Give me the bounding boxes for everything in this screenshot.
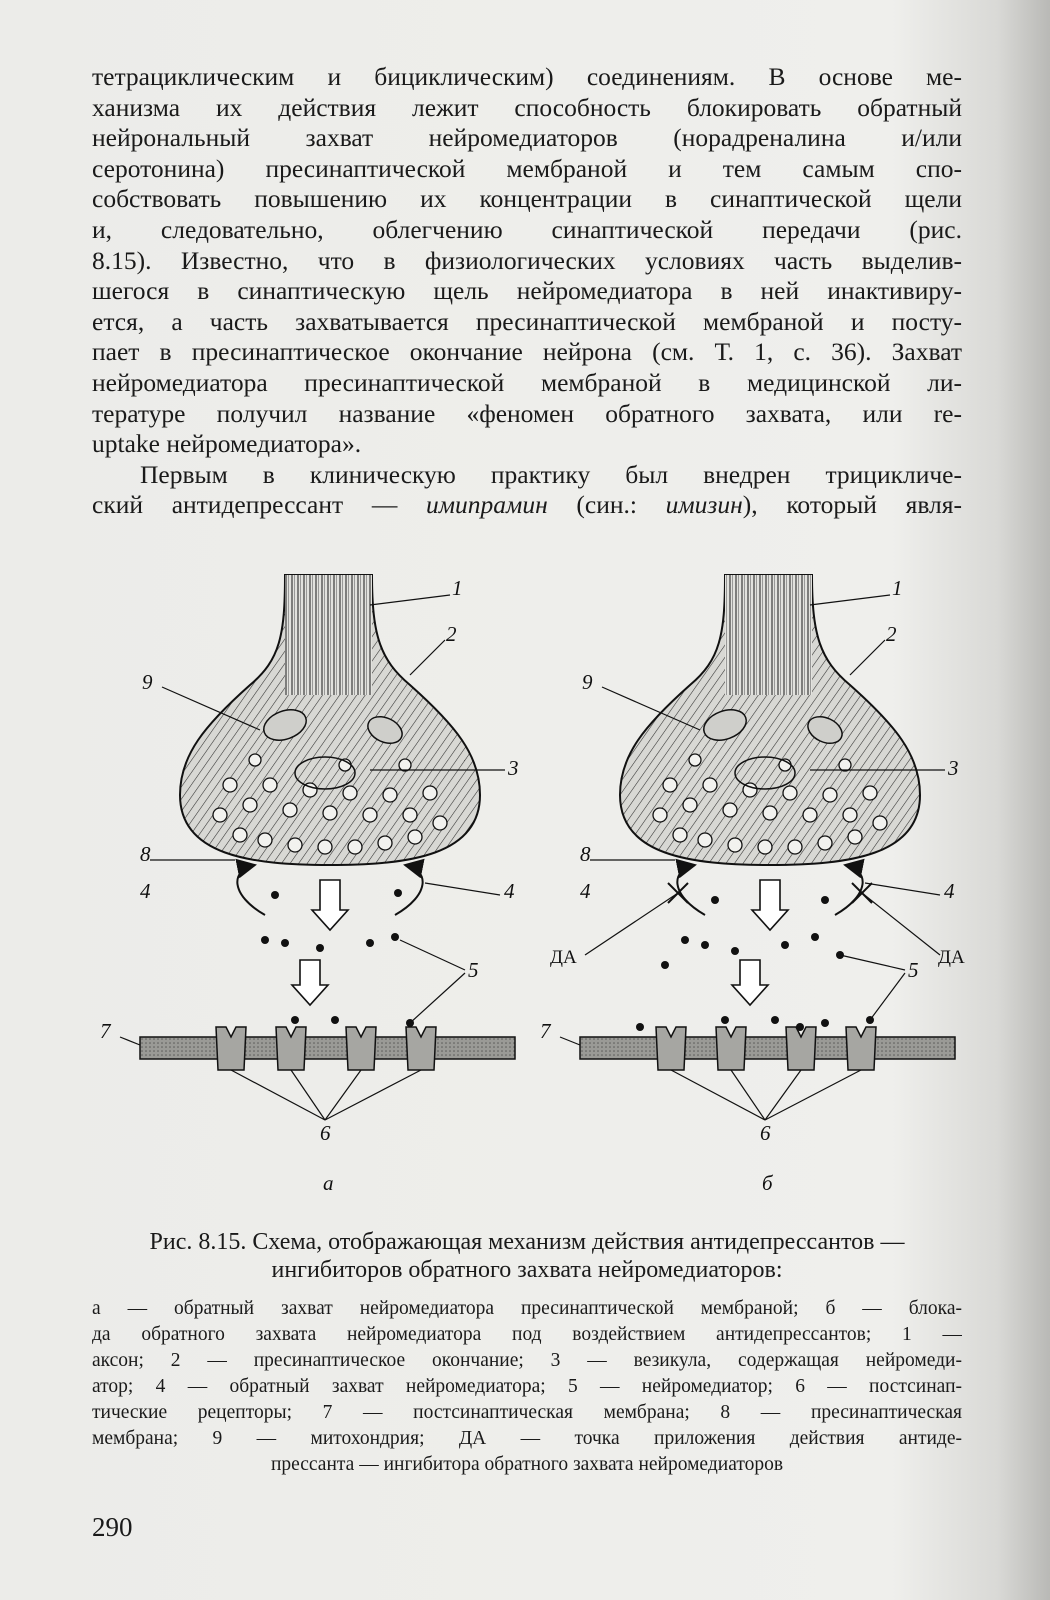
text-line: и, следовательно, облегчению синаптической передачи (рис. [92,214,962,244]
label-da-right: ДА [938,947,965,968]
text-line: тературе получил название «феномен обратного захвата, или re- [92,398,962,428]
label-6: 6 [760,1121,771,1145]
text-run: ), который явля- [742,490,962,520]
legend-line: а — обратный захват нейромедиатора пресинаптической мембраной; б — блока- [92,1298,962,1319]
drug-name-imipramine: имипрамин [426,490,548,520]
label-9: 9 [142,670,153,694]
figure-svg [80,565,980,1205]
label-9: 9 [582,670,593,694]
page-number: 290 [92,1512,133,1542]
paragraph-1 [92,62,962,460]
label-8: 8 [140,842,151,866]
text-line: ханизма их действия лежит способность блокировать обратный [92,92,962,122]
text-line: 8.15). Известно, что в физиологических условиях часть выделив- [92,245,962,275]
release-arrow [312,880,348,930]
panel-a [100,575,519,1195]
synapse-figure [80,565,980,1205]
legend-line: аксон; 2 — пресинаптическое окончание; 3 — везикула, содержащая нейромеди- [92,1350,962,1371]
label-da-left: ДА [550,947,577,968]
caption-line: Рис. 8.15. Схема, отображающая механизм действия антидепрессантов — [149,1229,905,1255]
caption-line: ингибиторов обратного захвата нейромедиаторов: [271,1257,783,1283]
release-arrow [752,880,788,930]
release-arrow [292,960,328,1005]
postsynaptic-membrane [580,1037,955,1059]
paragraph-2 [92,460,962,521]
panel-b [540,575,965,1195]
label-5: 5 [908,958,919,982]
text-line: Первым в клиническую практику был внедрен трицикличе- [140,459,962,489]
text-line: шегося в синаптическую щель нейромедиатора в ней инактивиру- [92,276,962,306]
text-run: ский антидепрессант — [92,490,427,520]
reuptake-arrow-left [237,865,265,915]
label-4-right: 4 [944,879,955,903]
body-text [92,62,962,521]
text-line: нейрональный захват нейромедиаторов (норадреналина и/или [92,123,962,153]
postsynaptic-membrane [140,1037,515,1059]
drug-name-imizin: имизин [665,490,743,520]
label-8: 8 [580,842,591,866]
label-2: 2 [446,622,457,646]
text-line: тетрациклическим и бициклическим) соединениям. В основе ме- [92,62,962,91]
text-line: ется, а часть захватывается пресинаптической мембраной и посту- [92,306,962,336]
text-line: uptake нейромедиатора». [92,429,362,459]
panel-a-label: а [323,1171,334,1195]
label-7: 7 [540,1019,551,1043]
text-line: пает в пресинаптическое окончание нейрона (см. Т. 1, с. 36). Захват [92,337,962,367]
legend-line: да обратного захвата нейромедиатора под воздействием антидепрессантов; 1 — [92,1324,962,1345]
text-line: серотонина) пресинаптической мембраной и тем самым спо- [92,153,962,183]
label-3: 3 [948,756,959,780]
panel-b-label: б [762,1171,773,1195]
label-5: 5 [468,958,479,982]
figure-caption-title [92,1228,962,1284]
label-6: 6 [320,1121,331,1145]
legend-line: атор; 4 — обратный захват нейромедиатора; 5 — нейромедиатор; 6 — постсинап- [92,1376,962,1397]
figure-legend [92,1296,962,1478]
label-2: 2 [886,622,897,646]
label-4-left: 4 [580,879,591,903]
legend-line: прессанта — ингибитора обратного захвата нейромедиаторов [270,1454,784,1475]
text-line [92,490,962,521]
text-run: (син.: [547,490,666,520]
label-7: 7 [100,1019,111,1043]
legend-line: тические рецепторы; 7 — постсинаптическая мембрана; 8 — пресинаптическая [92,1402,962,1423]
label-3: 3 [508,756,519,780]
label-1: 1 [452,576,463,600]
label-1: 1 [892,576,903,600]
text-line: собствовать повышению их концентрации в синаптической щели [92,184,962,214]
axon-fibers [725,575,812,695]
label-4-left: 4 [140,879,151,903]
axon-fibers [285,575,372,695]
legend-line: мембрана; 9 — митохондрия; ДА — точка приложения действия антиде- [92,1428,962,1449]
text-line: нейромедиатора пресинаптической мембраной в медицинской ли- [92,367,962,397]
label-4-right: 4 [504,879,515,903]
release-arrow [732,960,768,1005]
